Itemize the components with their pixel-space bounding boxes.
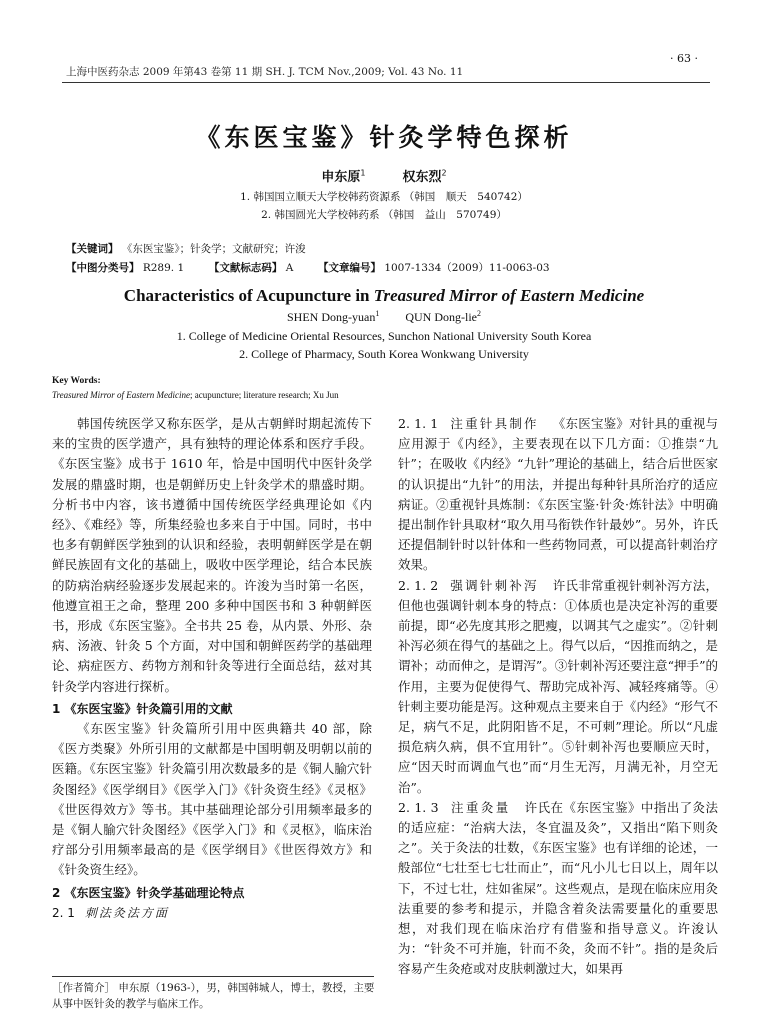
subsubsection-number: 2. 1. 2 — [398, 577, 439, 593]
english-author-sup: 1 — [375, 309, 380, 318]
body-text: 许氏非常重视针刺补泻方法，但他也强调针刺本身的特点：①体质也是决定补泻的重要前提，即“必先度其形之肥瘦，以调其气之虚实”。②针刺补泻必须在得气的基础之上。得气以后，“因推而纳之，是谓补；动而伸之，是谓泻”。③针刺补泻还要注意“押手”的作用，主要为促使得气、帮助完成补泻、减轻疼痛等。④针刺主要功能是泻。这种观点主要来自于《内经》“形气不足，病气不足，此阴阳皆不足，不可刺”理论。所以“凡虚损危病久病，俱不宜用针”。⑤针刺补泻也要顺应天时，应“因天时而调血气也”而“月生无泻，月满无补，月空无治”。 — [398, 577, 718, 795]
footnote-rule — [52, 976, 374, 977]
author-name: 权东烈 — [402, 170, 442, 185]
affiliation-1: 1. 韩国国立顺天大学校韩药资源系 （韩国 顺天 540742） — [240, 191, 528, 203]
body-paragraph: 韩国传统医学又称东医学，是从古朝鲜时期起流传下来的宝贵的医学遗产，具有独特的理论体系和医疗手段。《东医宝鉴》成书于 1610 年，恰是中国明代中医针灸学发展的鼎盛时期，也是朝鲜历史上针灸学术的鼎盛时期。分析书中内容，该书遵循中国传统医学经典理论如《内经》、《难经》等，所集经验也多来自于中国。同时，书中也多有朝鲜医学独到的认识和经验，表明朝鲜医学是在朝鲜民族固有文化的基础上，吸收中医学理论，结合本民族的防病治病经验逐步发展起来的。许浚为当时第一名医，他遵宣祖王之命，整理 200 多种中国医书和 3 种朝鲜医书，形成《东医宝鉴》。全书共 25 卷，从内景、外形、杂病、汤液、针灸 5 个方面，对中国和朝鲜医药学的基础理论、病症医方、药物方剂和针灸等进行全面总结，兹对其针灸学内容进行探析。 — [52, 416, 372, 694]
body-text: 许氏在《东医宝鉴》中指出了灸法的适应症：“治病大法，冬宜温及灸”，又指出“陷下则灸之”。关于灸法的壮数，《东医宝鉴》也有详细的论述，一般部位“七壮至七七壮而止”，而“凡小儿七日以上，周年以下，不过七壮，炷如雀屎”。这些观点，是现在临床应用灸法重要的参考和提示，并隐含着灸法需要量化的重要思想，对我们现在临床治疗有借鉴和指导意义。许浚认为：“针灸不可并施，针而不灸，灸而不针”。指的是灸后容易产生灸疮或对皮肤刺激过大，如果再 — [398, 799, 718, 977]
english-keywords-book: Treasured Mirror of Eastern Medicine — [52, 390, 190, 400]
english-keywords-rest: ; acupuncture; literature research; Xu Jun — [190, 390, 339, 400]
english-author-name: QUN Dong-lie — [405, 310, 477, 324]
body-paragraph: 《东医宝鉴》针灸篇所引用中医典籍共 40 部，除《医方类聚》外所引用的文献都是中国明朝及明朝以前的医籍。《东医宝鉴》针灸篇引用次数最多的是《铜人腧穴针灸图经》《医学纲目》《医学入门》《针灸资生经》《灵枢》《世医得效方》等书。其中基础理论部分引用频率最多的是《铜人腧穴针灸图经》《医学入门》和《灵枢》，临床治疗部分引用频率最高的是《医学纲目》《世医得效方》和《针灸资生经》。 — [52, 721, 372, 878]
section-heading: 1 《东医宝鉴》针灸篇引用的文献 — [52, 701, 233, 716]
article-title: 《东医宝鉴》针灸学特色探析 — [195, 123, 573, 152]
author-footnote: ［作者简介］ 申东原（1963-），男，韩国韩城人，博士，教授，主要从事中医针灸的教学与临床工作。 — [52, 982, 375, 1010]
right-column — [398, 414, 718, 980]
english-authors — [0, 309, 768, 325]
keywords-label: 【关键词】 — [66, 243, 119, 255]
affiliation-2: 2. 韩国圆光大学校韩药系 （韩国 益山 570749） — [261, 209, 507, 221]
english-author-sup: 2 — [476, 309, 481, 318]
subsubsection — [398, 414, 718, 576]
subsubsection-title: 强调针刺补泻 — [450, 577, 539, 593]
subsubsection-number: 2. 1. 3 — [398, 799, 439, 815]
author-sup: 1 — [360, 168, 366, 178]
classification-line — [66, 260, 550, 275]
english-affiliation-2: 2. College of Pharmacy, South Korea Wonkwang University — [239, 347, 529, 361]
section-heading: 2 《东医宝鉴》针灸学基础理论特点 — [52, 885, 245, 900]
page-number: · 63 · — [670, 52, 698, 65]
running-header: 上海中医药杂志 2009 年第43 卷第 11 期 SH. J. TCM Nov.,2009; Vol. 43 No. 11 — [66, 66, 464, 78]
clc-value: R289. 1 — [142, 262, 185, 274]
body-text: 《东医宝鉴》对针具的重视与应用源于《内经》，主要表现在以下几方面：①推崇“九针”；在吸收《内经》“九针”理论的基础上，结合后世医家的认识提出“九针”的用法，并提出每种针具所治疗的适应病证。②重视针具炼制：《东医宝鉴·针灸·炼针法》中明确提出制作针具取材“取久用马衔铁作针最妙”。另外，许氏还提倡制针时以针体和一些药物同煮，可以提高针刺治疗效果。 — [398, 416, 718, 573]
subsection-heading — [52, 903, 372, 923]
subsubsection-title: 注重针具制作 — [450, 416, 539, 431]
keywords-line — [66, 241, 306, 256]
author-name: 申东原 — [321, 170, 361, 185]
subsection-title: 刺法灸法方面 — [84, 905, 169, 920]
english-title-book: Treasured Mirror of Eastern Medicine — [373, 286, 645, 305]
english-title-pre: Characteristics of Acupuncture in — [123, 286, 374, 305]
keywords-text: 《东医宝鉴》；针灸学；文献研究；许浚 — [121, 243, 306, 255]
english-keywords-label: Key Words: — [52, 376, 101, 386]
english-affiliation-1: 1. College of Medicine Oriental Resources, Sunchon National University South Korea — [176, 329, 592, 343]
header-rule — [62, 82, 710, 83]
subsection-number: 2. 1 — [52, 905, 75, 920]
english-title — [0, 286, 768, 306]
author-line — [0, 166, 768, 185]
subsubsection-title: 注重灸量 — [450, 799, 511, 815]
english-keywords — [52, 390, 339, 400]
subsubsection — [398, 576, 718, 798]
doc-code-value: A — [285, 262, 294, 274]
author-sup: 2 — [441, 168, 447, 178]
clc-label: 【中图分类号】 — [66, 262, 140, 274]
subsubsection-number: 2. 1. 1 — [398, 416, 439, 431]
left-column — [52, 414, 372, 923]
subsubsection — [398, 798, 718, 980]
english-author-name: SHEN Dong-yuan — [287, 310, 376, 324]
article-no-value: 1007-1334（2009）11-0063-03 — [384, 262, 550, 274]
article-no-label: 【文章编号】 — [317, 262, 381, 274]
doc-code-label: 【文献标志码】 — [208, 262, 283, 274]
